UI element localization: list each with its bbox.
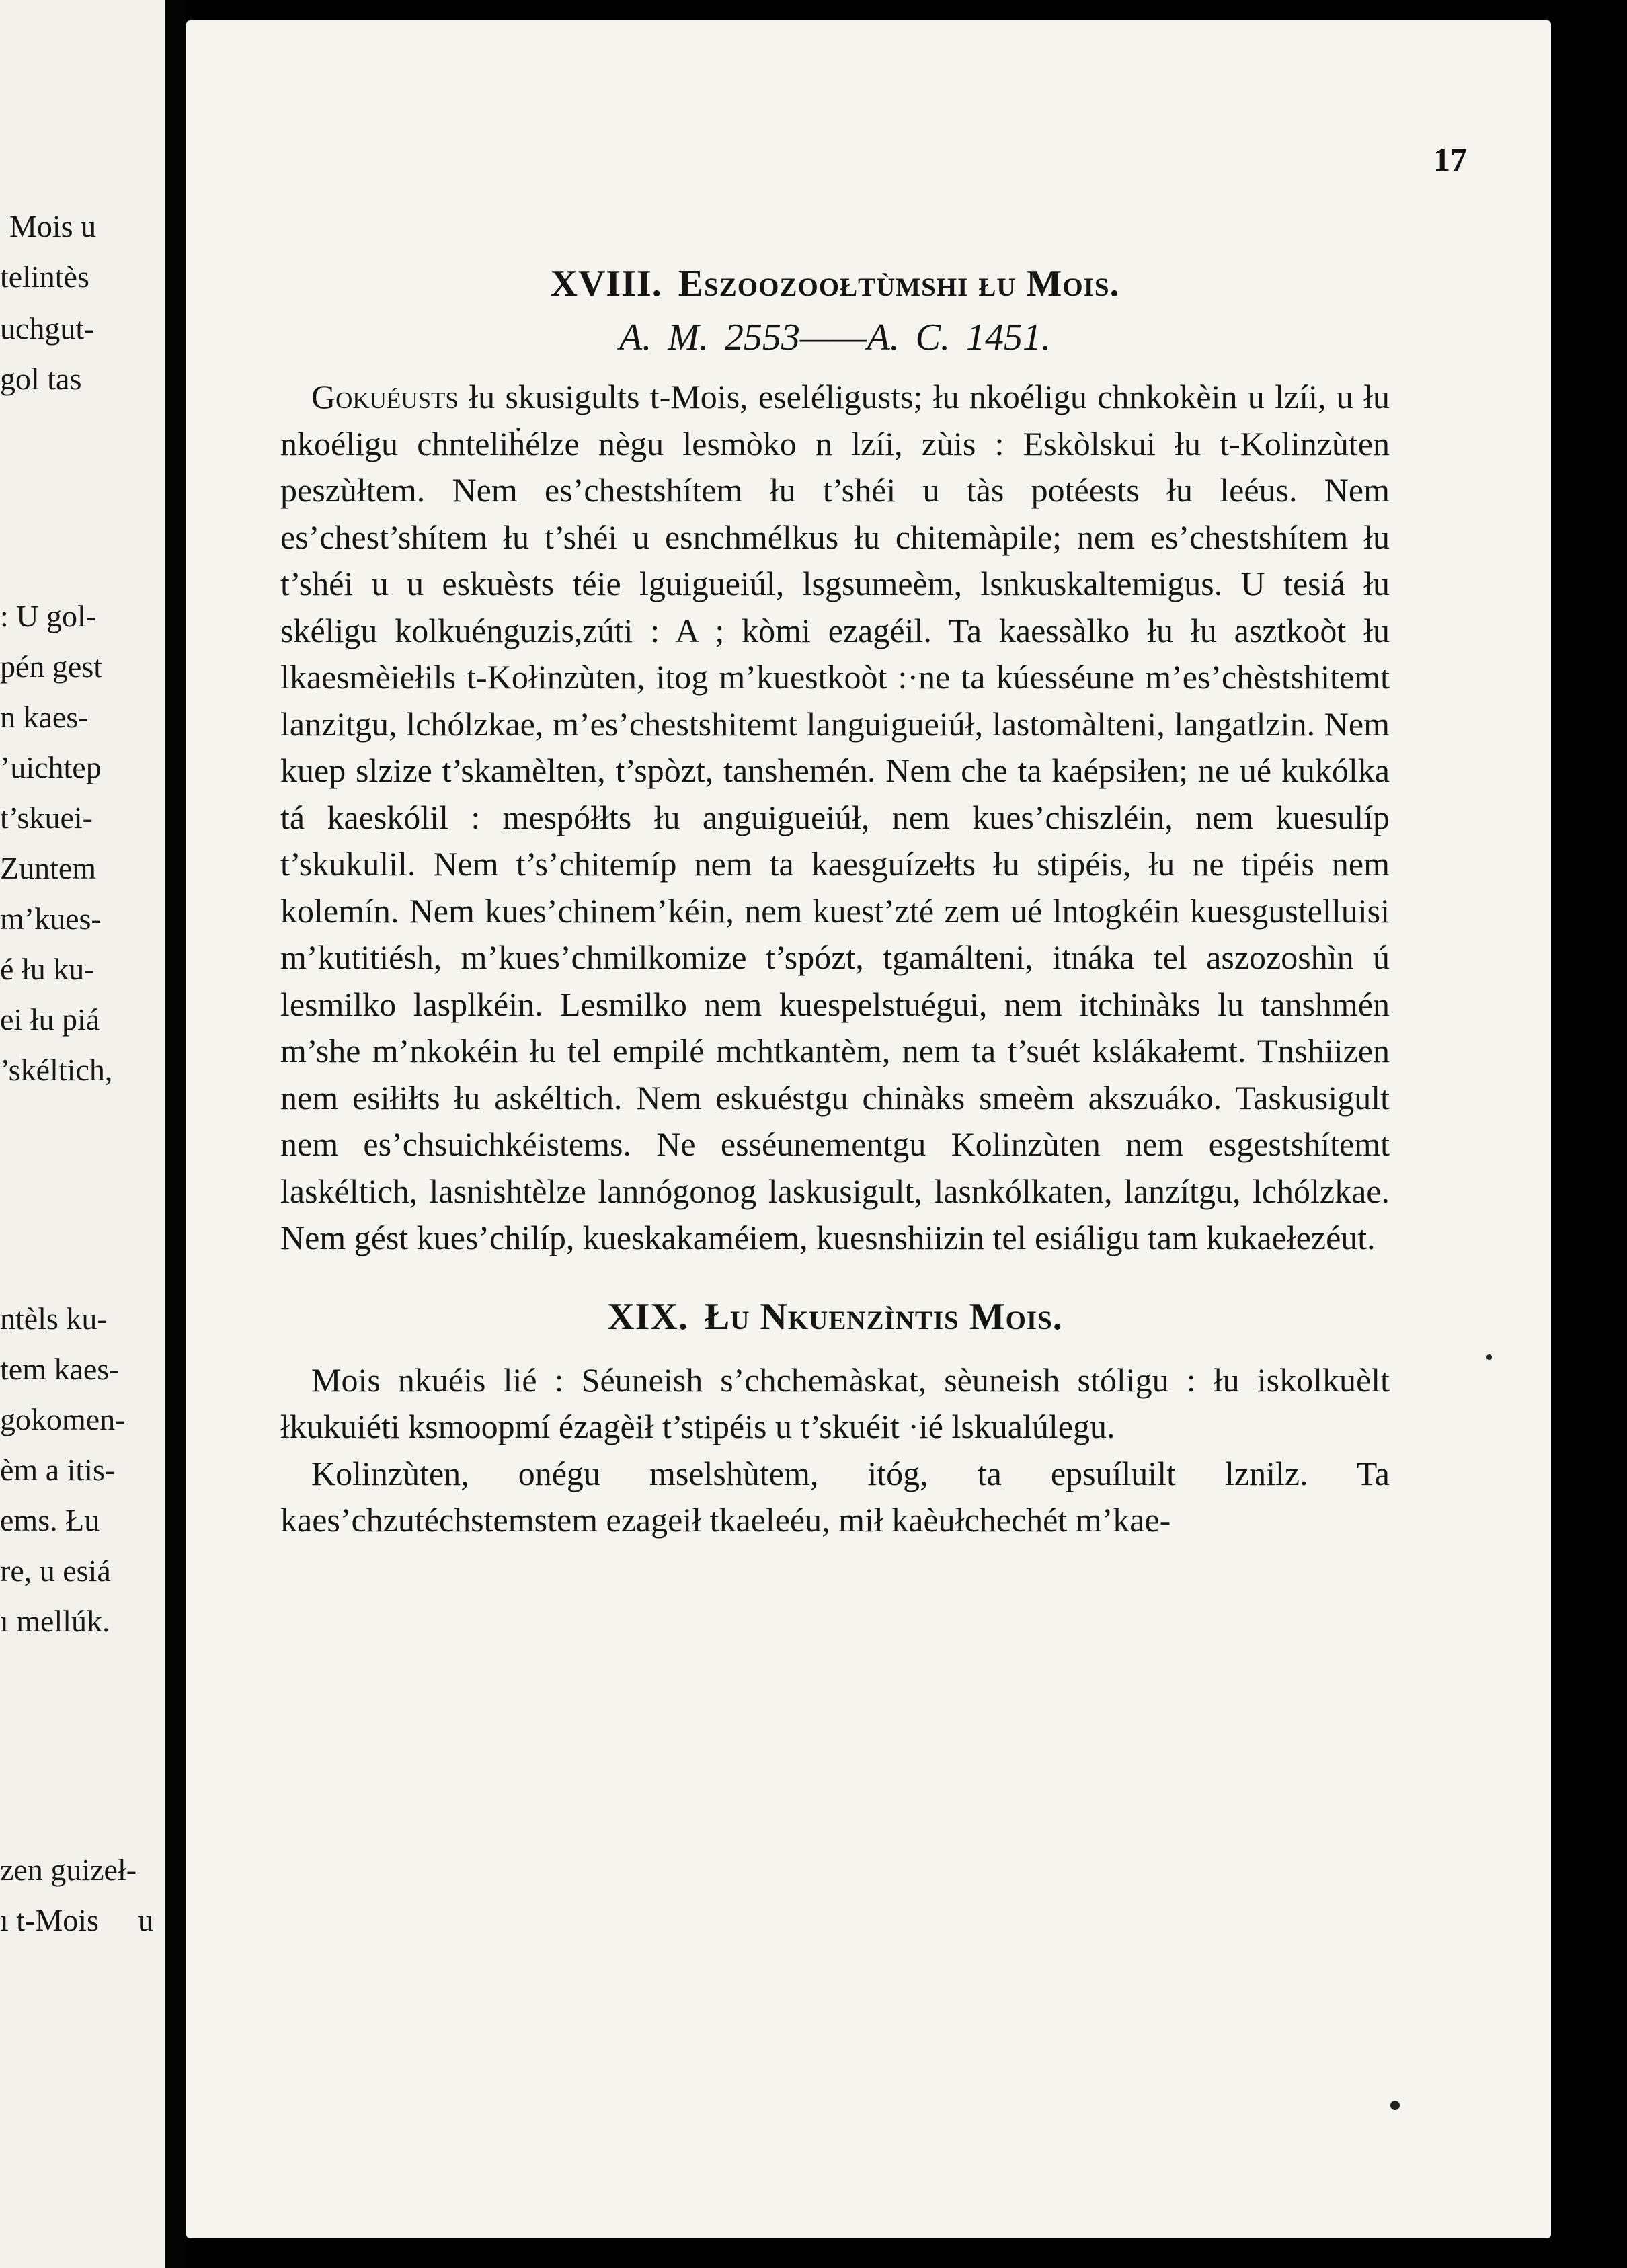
left-text-fragment: gol tas: [0, 362, 82, 396]
section-title: Łu Nkuenzìntis Mois.: [704, 1295, 1063, 1338]
left-text-fragment: : U gol-: [0, 599, 97, 633]
section-numeral: XIX.: [607, 1295, 688, 1338]
ink-speck: [1390, 2101, 1400, 2110]
section-paragraph: Mois nkuéis lié : Séuneish s’chchemàskat, sèuneish stóligu : łu iskolkuèlt łkukuiéti ksmoopmí ézagèił t’stipéis u t’skuéit ·ié lskualúlegu.: [280, 1361, 1390, 1445]
left-text-fragment: Zuntem: [0, 851, 97, 885]
left-text-fragment: tem kaes-: [0, 1352, 120, 1386]
left-text-fragment: ’skéltich,: [0, 1053, 113, 1087]
paragraph-lead-word: Gokuéusts: [311, 378, 459, 415]
left-text-fragment: t’skuei-: [0, 801, 93, 835]
left-text-fragment: ntèls ku-: [0, 1301, 108, 1336]
paragraph-text: łu skusigults t-Mois, eseléligusts; łu nkoéligu chnkokèin u lzíi, u łu nkoéligu chnteliḣélze nègu lesmòko n lzíi, zùis : Eskòlskui łu t-Kolinzùten peszùłtem. Nem es’chestshítem łu t’shéi u tàs potéests łu leéus. Nem es’chest’shítem łu t’shéi u esnchmélkus łu chitemàpile; nem es’chestshítem łu t’shéi u u eskuèsts téie lguigueiúl, lsgsumeèm, lsnkuskaltemigus. U tesiá łu skéligu kolkuénguzis,zúti : A ; kòmi ezagéil. Ta kaessàlko łu łu asztkoòt łu lkaesmèiełils t-Kołinzùten, itog m’kuestkoòt :·ne ta kúesséune m’es’chèstshitemt lanzitgu, lchólzkae, m’es’chestshitemt languigueiúł, lastomàlteni, langatlzin. Nem kuep slzize t’skamèlten, t’spòzt, tanshemén. Nem che ta kaépsiłen; ne ué kukólka tá kaeskólil : mespółłts łu anguigueiúł, nem kues’chiszléin, nem kuesulíp t’skukulil. Nem t’s’chitemíp nem ta kaesguízełts łu stipéis, łu ne tipéis nem kolemín. Nem kues’chinem’kéin, nem kuest’zté zem ué lntogkéin kuesgustelluisi m’kutitiésh, m’kues’chmilkomize t’spózt, tgamálteni, itnáka tel aszozoshìn ú lesmilko lasplkéin. Lesmilko nem kuespelstuégui, nem itchinàks lu tanshmén m’she m’nkokéin łu tel empilé mchtkantèm, nem ta t’suét kslákałemt. Tnshiizen nem esiłiłts łu askéltich. Nem eskuéstgu chinàks smeèm akszuáko. Taskusigult nem es’chsuichkéistems. Ne esséunementgu Kolinzùten nem esgestshítemt laskéltich, lasnishtèlze lannógonog laskusigult, lasnkólkaten, lanzítgu, lchólzkae. Nem gést kues’chilíp, kueskakaméiem, kuesnshiizin tel esiáligu tam kukaełezéut.: [280, 378, 1390, 1256]
book-page: [186, 20, 1551, 2238]
section-heading: [280, 1295, 1390, 1338]
left-text-fragment: zen guizeł-: [0, 1853, 137, 1887]
left-text-fragment: ’uichtep: [0, 750, 102, 784]
section-heading: [280, 262, 1390, 305]
section-title: Eszoozoołtùmshi łu Mois.: [678, 263, 1120, 305]
book-gutter: [165, 0, 186, 2268]
page-content: [280, 262, 1390, 1544]
left-text-fragment: Mois u: [9, 209, 97, 243]
left-text-fragment: re, u esiá: [0, 1553, 111, 1588]
section-paragraph: [280, 374, 1390, 1262]
left-text-fragment: telintès: [0, 259, 89, 294]
left-text-fragment: ı t-Mois: [0, 1903, 99, 1937]
ink-speck: [1486, 1354, 1492, 1360]
left-text-fragment: uchgut-: [0, 311, 95, 346]
left-text-fragment: m’kues-: [0, 901, 102, 936]
page-number: 17: [1433, 140, 1467, 178]
left-text-fragment: é łu ku-: [0, 952, 95, 986]
left-text-fragment: ı mellúk.: [0, 1604, 110, 1638]
left-text-fragment: ei łu piá: [0, 1002, 100, 1037]
left-text-fragment: n kaes-: [0, 700, 89, 734]
left-text-fragment: èm a itis-: [0, 1453, 116, 1487]
left-text-fragment: ems. Łu: [0, 1503, 100, 1537]
section-paragraph: Kolinzùten, onégu mselshùtem, itóg, ta epsuíluilt lznilz. Ta kaes’chzutéchstemstem ezageił tkaeleéu, mił kaèułchechét m’kae-: [280, 1454, 1390, 1539]
section-numeral: XVIII.: [550, 263, 662, 305]
section-date: A. M. 2553——A. C. 1451.: [619, 317, 1051, 358]
left-text-fragment: gokomen-: [0, 1402, 126, 1436]
left-text-fragment: pén gest: [0, 649, 103, 684]
left-facing-page: [0, 0, 165, 2268]
scan-border: [1551, 0, 1627, 2268]
left-text-fragment: u: [138, 1903, 153, 1937]
